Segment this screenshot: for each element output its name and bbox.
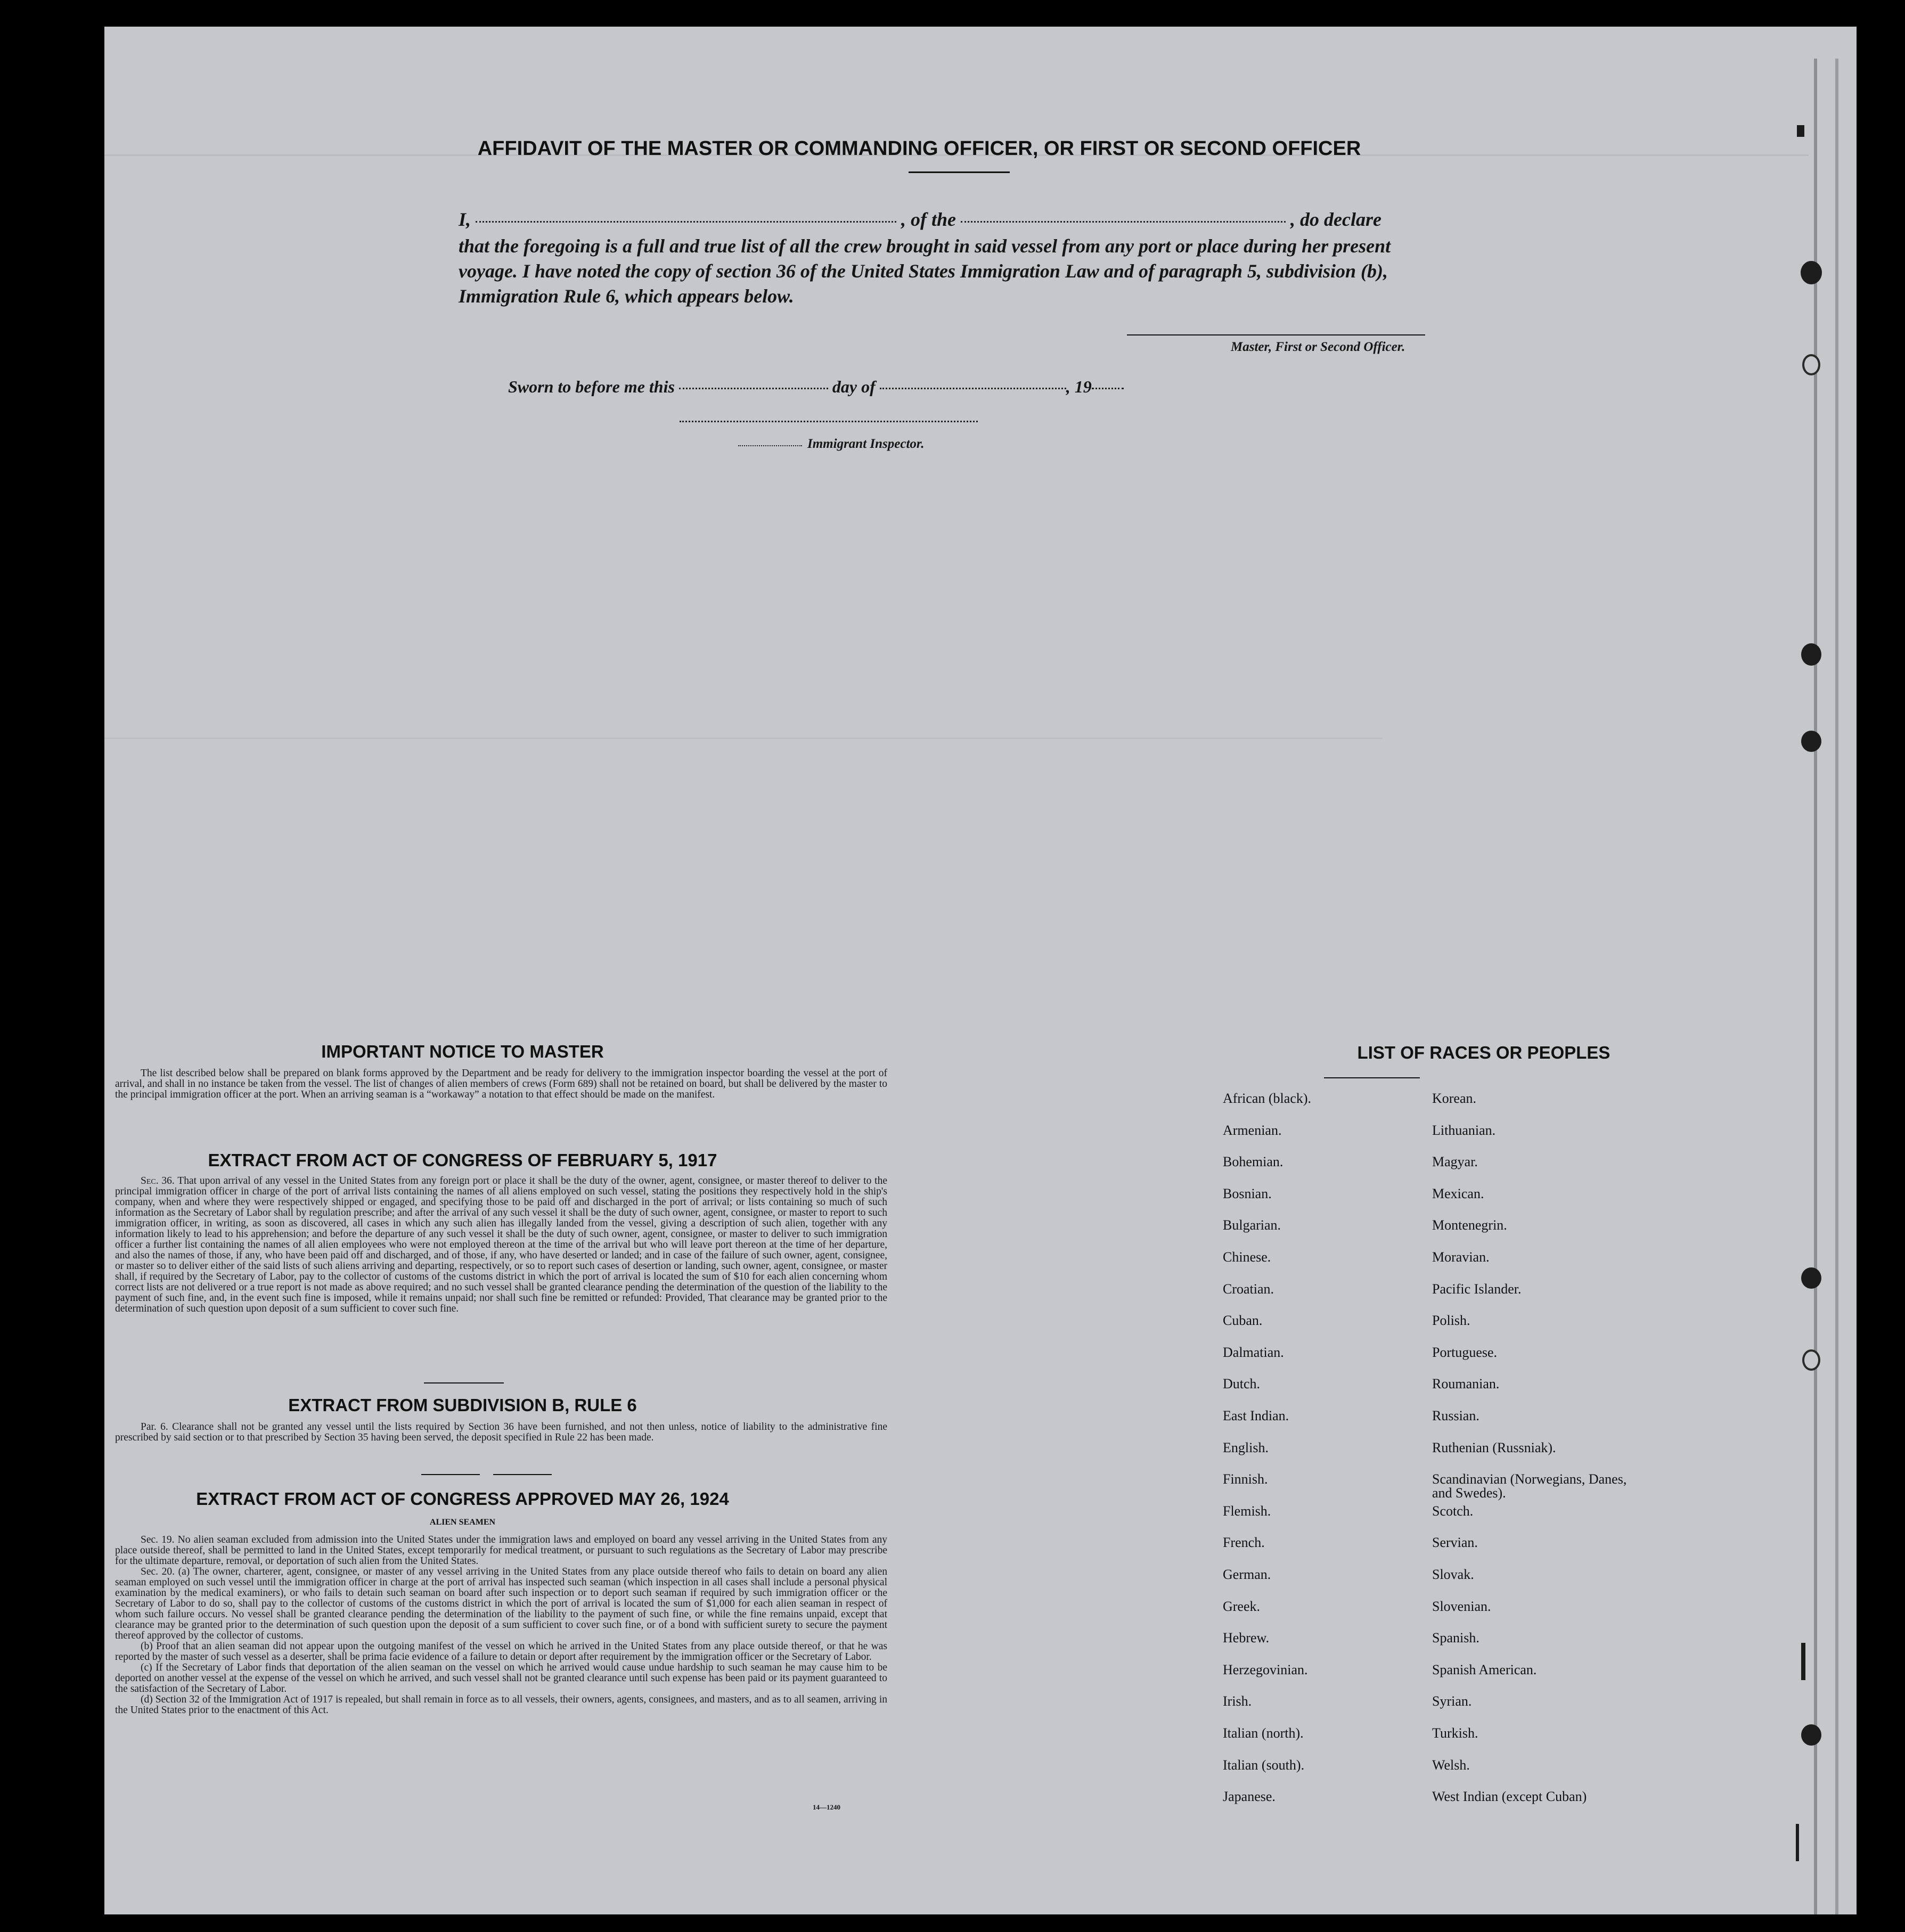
sec-20c-paragraph: (c) If the Secretary of Labor finds that deportation of the alien seaman on the vessel on which he arrived would cause undue hardship to such seaman he may cause him to be deported on another vessel at the expense of the vessel on which he arrived, and such vessel shall not be granted clearance until such expense has been paid or its payment guaranteed to the satisfaction of the Secretary of Labor. xyxy=(115,1662,887,1694)
affidavit-title: AFFIDAVIT OF THE MASTER OR COMMANDING OFFICER, OR FIRST OR SECOND OFFICER xyxy=(477,137,1361,160)
section-divider xyxy=(421,1474,480,1475)
races-title-underline xyxy=(1324,1077,1420,1078)
form-number: 14—1240 xyxy=(813,1803,840,1811)
inspector-blank xyxy=(738,445,802,446)
section-divider xyxy=(424,1382,504,1383)
extract-rule6-block xyxy=(115,1422,887,1443)
margin-mark xyxy=(1797,125,1804,137)
margin-mark xyxy=(1801,1643,1805,1680)
race-item: Armenian. xyxy=(1223,1122,1282,1138)
race-item: Lithuanian. xyxy=(1432,1122,1496,1138)
race-item: English. xyxy=(1223,1439,1269,1455)
master-signature-label: Master, First or Second Officer. xyxy=(1231,340,1405,354)
punch-hole-icon xyxy=(1801,731,1821,752)
race-item: Ruthenian (Russniak). xyxy=(1432,1439,1556,1455)
race-item: Spanish American. xyxy=(1432,1661,1537,1677)
race-item: Hebrew. xyxy=(1223,1630,1270,1646)
race-item: Welsh. xyxy=(1432,1757,1470,1773)
race-item: Dalmatian. xyxy=(1223,1344,1284,1360)
affidavit-body-line-2: voyage. I have noted the copy of section 36 of the United States Immigration Law and of paragraph 5, subdivision (b), xyxy=(459,260,1388,282)
race-item: Scandinavian (Norwegians, Danes, and Swedes). xyxy=(1432,1471,1627,1501)
punch-hole-icon xyxy=(1802,354,1820,375)
vessel-blank xyxy=(961,221,1286,223)
race-item: Finnish. xyxy=(1223,1471,1268,1487)
race-item: Italian (south). xyxy=(1223,1757,1305,1773)
sec-20a-paragraph: Sec. 20. (a) The owner, charterer, agent, consignee, or master of any vessel arriving in the United States from any place outside thereof who fails to detain on board any alien seaman employed on such vessel until the immigration officer in charge at the port of arrival has inspected such seaman (which inspection in all cases shall include a personal physical examination by the medical examiners), or who fails to detain such seaman on board after such inspection or to deport such seaman if required by such immigration officer or the Secretary of Labor to do so, shall pay to the collector of customs of the customs district in which the port of arrival is located the sum of $1,000 for each alien seaman in respect of whom such failure occurs. No vessel shall be granted clearance pending the determination of the liability to the payment of such fine, or while the fine remains unpaid, except that clearance may be granted prior to the determination of such question upon the deposit of a sum sufficient to cover such fine, or of a bond with sufficient surety to secure the payment thereof approved by the collector of customs. xyxy=(115,1566,887,1641)
race-item: West Indian (except Cuban) xyxy=(1432,1789,1587,1805)
document-page xyxy=(104,27,1857,1914)
affidavit-declaration-line xyxy=(459,207,1460,232)
notice-title: IMPORTANT NOTICE TO MASTER xyxy=(321,1042,604,1061)
title-underline xyxy=(909,171,1010,173)
extract-1917-title: EXTRACT FROM ACT OF CONGRESS OF FEBRUARY 5, 1917 xyxy=(208,1150,717,1170)
sworn-line xyxy=(459,374,1460,399)
punch-hole-icon xyxy=(1801,1724,1821,1746)
race-item: Magyar. xyxy=(1432,1154,1478,1170)
sec-20b-paragraph: (b) Proof that an alien seaman did not appear upon the outgoing manifest of the vessel on which he arrived in the United States from any place outside thereof, or that he was reported by the master of such vessel as a deserter, shall be prima facie evidence of a failure to detain or deport after requirement by the immigration officer or the Secretary of Labor. xyxy=(115,1641,887,1663)
section-divider xyxy=(493,1474,552,1475)
sec-19-paragraph: Sec. 19. No alien seaman excluded from admission into the United States under the immigration laws and employed on board any vessel arriving in the United States from any place outside thereof, shall be permitted to land in the United States, except temporarily for medical treatment, or pursuant to such regulations as the Secretary of Labor may prescribe for the ultimate departure, removal, or deportation of such alien from the United States. xyxy=(115,1534,887,1567)
race-item: Spanish. xyxy=(1432,1630,1479,1646)
sworn-year: , 19 xyxy=(1066,377,1092,396)
declare-i: I, xyxy=(459,209,471,230)
declare-end: , do declare xyxy=(1290,209,1381,230)
extract-rule6-title: EXTRACT FROM SUBDIVISION B, RULE 6 xyxy=(288,1395,637,1415)
race-item: Flemish. xyxy=(1223,1503,1271,1519)
extract-1917-block xyxy=(115,1176,887,1314)
race-item: German. xyxy=(1223,1567,1271,1582)
inspector-signature-line xyxy=(680,421,978,422)
extract-1924-title: EXTRACT FROM ACT OF CONGRESS APPROVED MAY 26, 1924 xyxy=(196,1489,729,1509)
sworn-month-blank xyxy=(880,388,1066,389)
race-item: Montenegrin. xyxy=(1432,1217,1507,1233)
race-item: Cuban. xyxy=(1223,1313,1263,1329)
notice-text-block xyxy=(115,1068,887,1100)
race-item: Mexican. xyxy=(1432,1185,1484,1201)
race-item: Herzegovinian. xyxy=(1223,1661,1308,1677)
alien-seamen-subtitle: ALIEN SEAMEN xyxy=(429,1518,496,1527)
race-item: Roumanian. xyxy=(1432,1376,1500,1392)
race-item: Irish. xyxy=(1223,1693,1252,1709)
extract-1924-block xyxy=(115,1535,887,1716)
race-item: Greek. xyxy=(1223,1598,1261,1614)
bleed-through-line xyxy=(104,738,1383,739)
race-item: Italian (north). xyxy=(1223,1725,1304,1741)
races-title: LIST OF RACES OR PEOPLES xyxy=(1357,1043,1610,1062)
race-item: Portuguese. xyxy=(1432,1344,1498,1360)
race-item: East Indian. xyxy=(1223,1408,1289,1423)
margin-mark xyxy=(1796,1824,1799,1861)
race-item: African (black). xyxy=(1223,1091,1312,1106)
master-signature-line xyxy=(1127,334,1425,335)
sworn-day-of: day of xyxy=(832,377,876,396)
sec-36-label: Sec. 36. xyxy=(141,1175,175,1186)
race-item: Scotch. xyxy=(1432,1503,1474,1519)
race-item: Croatian. xyxy=(1223,1281,1274,1297)
race-item: Dutch. xyxy=(1223,1376,1261,1392)
extract-1917-text: That upon arrival of any vessel in the United States from any foreign port or place it shall be the duty of the owner, agent, consignee, or master thereof to deliver to the principal immigration officer in charge of the port of arrival lists containing the names of all aliens employed on such vessel, stating the positions they respectively hold in the ship's company, when and where they were respectively shipped or engaged, and specifying those to be paid off and discharged in the port of arrival; or lists containing so much of such information as the Secretary of Labor shall by regulation prescribe; and after the arrival of any such vessel it shall be the duty of such owner, agent, consignee, or master to report to such immigration officer, in writing, as soon as discovered, all cases in which any such alien has illegally landed from the vessel, giving a description of such alien, together with any information likely to lead to his apprehension; and before the departure of any such vessel it shall be the duty of such owner, agent, consignee, or master to deliver to such immigration officer a further list containing the names of all alien employees who were not employed thereon at the time of the arrival but who will leave port thereon at the time of her departure, and also the names of those, if any, who have been paid off and discharged, and of those, if any, who have deserted or landed; and in case of the failure of such owner, agent, consignee, or master so to deliver either of the said lists of such aliens arriving and departing, respectively, or so to report such cases of desertion or landing, such owner, agent, consignee, or master shall, if required by the Secretary of Labor, pay to the collector of customs of the customs district in which the port of arrival is located the sum of $10 for each alien concerning whom correct lists are not delivered or a true report is not made as above required; and no such vessel shall be granted clearance pending the determination of the question of the liability to the payment of such fine, and, in the event such fine is imposed, while it remains unpaid; nor shall such fine be remitted or refunded: Provided, That clearance may be granted prior to the determination of such question upon deposit of a sum sufficient to cover such fine. xyxy=(115,1175,887,1314)
race-item: Moravian. xyxy=(1432,1249,1490,1265)
race-item: Chinese. xyxy=(1223,1249,1271,1265)
sworn-day-blank xyxy=(679,388,828,389)
race-item: Russian. xyxy=(1432,1408,1479,1423)
name-blank xyxy=(476,221,896,223)
race-item: Servian. xyxy=(1432,1535,1478,1551)
race-item: Bohemian. xyxy=(1223,1154,1283,1170)
punch-hole-icon xyxy=(1801,261,1822,284)
page-edge xyxy=(1814,59,1817,1914)
notice-text: The list described below shall be prepared on blank forms approved by the Department and be ready for delivery to the immigration inspector boarding the vessel at the port of arrival, and shall in no instance be taken from the vessel. The list of changes of alien members of crews (Form 689) shall not be retained on board, but shall be delivered by the master to the principal immigration officer at the port. When an arriving seaman is a “workaway” a notation to that effect should be made on the manifest. xyxy=(115,1068,887,1100)
race-item: French. xyxy=(1223,1535,1265,1551)
race-item: Slovenian. xyxy=(1432,1598,1491,1614)
race-item: Turkish. xyxy=(1432,1725,1478,1741)
punch-hole-icon xyxy=(1802,1349,1820,1371)
race-item: Bulgarian. xyxy=(1223,1217,1281,1233)
page-edge xyxy=(1835,59,1838,1914)
race-item: Polish. xyxy=(1432,1313,1470,1329)
extract-rule6-text: Par. 6. Clearance shall not be granted any vessel until the lists required by Section 36 have been furnished, and not then unless, notice of liability to the administrative fine prescribed by said section or to that prescribed by Section 35 having been served, the deposit specified in Rule 22 has been made. xyxy=(115,1421,887,1443)
affidavit-body-line-1: that the foregoing is a full and true list of all the crew brought in said vessel from any port or place during her present xyxy=(459,235,1391,257)
race-item: Pacific Islander. xyxy=(1432,1281,1522,1297)
race-item: Syrian. xyxy=(1432,1693,1472,1709)
sworn-prefix: Sworn to before me this xyxy=(508,377,675,396)
punch-hole-icon xyxy=(1801,1267,1821,1289)
inspector-label: Immigrant Inspector. xyxy=(807,437,925,451)
punch-hole-icon xyxy=(1801,643,1821,666)
sec-20d-paragraph: (d) Section 32 of the Immigration Act of 1917 is repealed, but shall remain in force as to all vessels, their owners, agents, consignees, and masters, and as to all seamen, arriving in the United States prior to the enactment of this Act. xyxy=(115,1694,887,1716)
race-item: Korean. xyxy=(1432,1091,1477,1106)
race-item: Japanese. xyxy=(1223,1789,1276,1805)
affidavit-body-line-3: Immigration Rule 6, which appears below. xyxy=(459,285,794,307)
race-item: Slovak. xyxy=(1432,1567,1474,1582)
races-list xyxy=(1223,1092,1675,1837)
declare-of-the: , of the xyxy=(901,209,956,230)
sworn-year-blank xyxy=(1092,388,1124,389)
race-item: Bosnian. xyxy=(1223,1185,1272,1201)
